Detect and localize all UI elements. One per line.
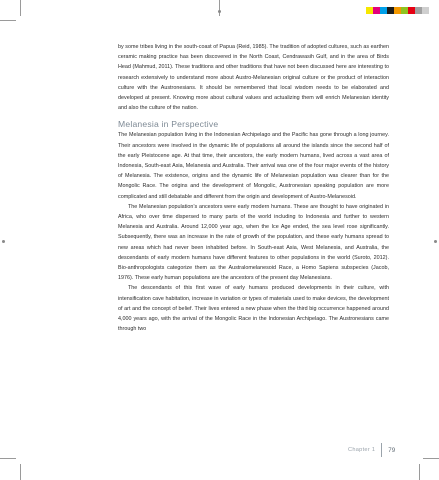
color-swatch — [380, 7, 387, 14]
section-heading: Melanesia in Perspective — [118, 119, 219, 130]
color-calibration-strip — [366, 7, 429, 14]
page-number: 79 — [388, 446, 396, 454]
crop-mark — [20, 0, 21, 16]
paragraph: The Melanesian population living in the Indonesian Archipelago and the Pacific has gone through a long journey. Their ancestors were involved in the dynamic life of populations all around the islands since the second half of the early Pleistocene age. At that time, their ancestors, the early modern humans, lived across a vast area of Indonesia, South-east Asia, Melanesia and Australia. Their arrival was one of the four major events of the history of Melanesia. The existence, origins and the dynamic life of Melanesian population was clearer than for the Mongolic Race. The origins and the development of Mongolic, Austronesian speaking population are more complicated and still debatable and different from the origin and development of Austro-Melanesoid. — [118, 132, 389, 200]
crop-mark — [20, 464, 21, 480]
page-content — [118, 42, 389, 334]
chapter-label: Chapter 1 — [348, 447, 376, 453]
crop-mark — [423, 458, 439, 459]
registration-dot — [2, 240, 5, 243]
registration-mark — [219, 0, 220, 16]
crop-mark — [0, 458, 16, 459]
footer-divider — [381, 443, 382, 457]
paragraph: by some tribes living in the south-coast of Papua (Reid, 1985). The tradition of adopted cultures, such as earthen ceramic making practice has been discovered in the North Coast, Cendrawasih Gulf, and in the area of Birds Head (Mahmud, 2011). These traditions and other traditions that have not been discussed here are interesting to research extensively to understand more about Austro-Melanesian original culture or the product of interaction culture with the Austronesians. It should be remembered that local wisdom needs to be elaborated and developed at present. Knowing more about cultural values and actualizing them will enrich Melanesian identity and also the culture of the nation. — [118, 44, 389, 112]
color-swatch — [415, 7, 422, 14]
color-swatch — [408, 7, 415, 14]
color-swatch — [394, 7, 401, 14]
page-footer — [348, 443, 395, 457]
color-swatch — [366, 7, 373, 14]
color-swatch — [373, 7, 380, 14]
registration-dot — [218, 10, 221, 13]
crop-mark — [419, 464, 420, 480]
color-swatch — [422, 7, 429, 14]
registration-dot — [434, 240, 437, 243]
crop-mark — [0, 20, 16, 21]
paragraph: The descendants of this first wave of early humans produced developments in their culture, with intensification cave habitation, increase in variation or types of materials used to make devices, the development of art and the concept of belief. Their lives entered a new phase when the third big occurrence happened around 4,000 years ago, with the arrival of the Mongolic Race in the Indonesian Archipelago. The Austronesians came through two — [118, 285, 389, 333]
color-swatch — [401, 7, 408, 14]
paragraph: The Melanesian population’s ancestors were early modern humans. These are thought to have originated in Africa, who over time dispersed to many parts of the world including to Indonesia and further to western Melanesia and Australia. Around 12,000 year ago, when the Ice Age ended, the sea level rose significantly. Subsequently, there was an increase in the rate of growth of the population, and these early humans spread to new areas which had never been inhabited before. In South-east Asia, West Melanesia, and Australia, the descendants of early modern humans have different features to other populations in the world (Suroto, 2012). Bio-anthropologists categorize them as the Australomelanesoid Race, a Homo Sapiens subspecies (Jacob, 1976). These early human populations are the ancestors of the present day Melanesians. — [118, 203, 389, 282]
color-swatch — [387, 7, 394, 14]
